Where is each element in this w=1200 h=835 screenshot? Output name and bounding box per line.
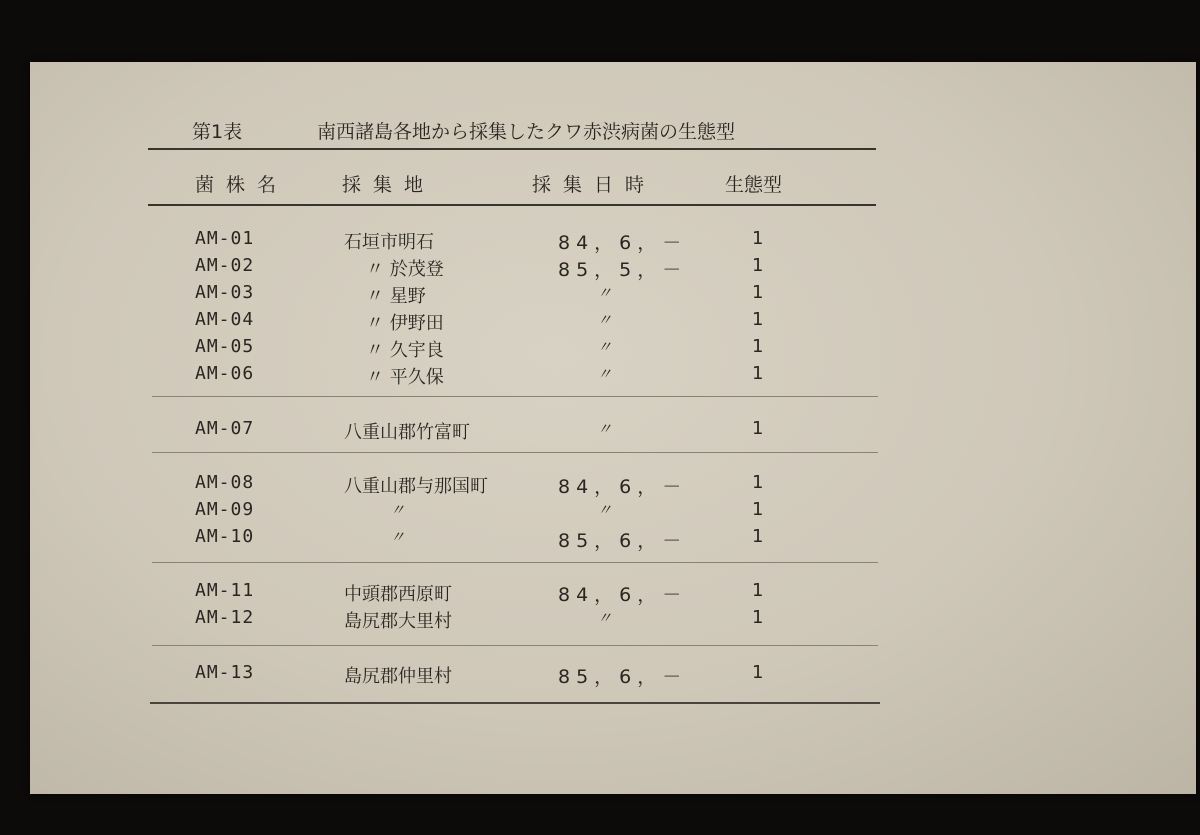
location-cell: 〃	[390, 501, 406, 519]
ecotype-cell: 1	[752, 228, 764, 249]
strain-cell: AM-08	[195, 472, 255, 493]
strain-cell: AM-05	[195, 336, 255, 357]
date-cell: 85，6，－	[558, 666, 688, 688]
ecotype-cell: 1	[752, 526, 764, 547]
location-cell: 〃 於茂登	[366, 259, 444, 280]
location-cell: 〃 平久保	[366, 367, 444, 388]
location-cell: 石垣市明石	[344, 232, 434, 253]
table-title: 南西諸島各地から採集したクワ赤渋病菌の生態型	[317, 121, 736, 143]
slide-card	[30, 62, 1196, 794]
table-caption	[192, 117, 735, 144]
location-cell: 八重山郡与那国町	[344, 476, 488, 497]
header-ecotype: 生態型	[725, 174, 783, 196]
strain-cell: AM-03	[195, 282, 255, 303]
header-strain: 菌株名	[195, 174, 289, 196]
location-cell: 中頭郡西原町	[344, 584, 452, 605]
strain-cell: AM-11	[195, 580, 255, 601]
ecotype-cell: 1	[752, 309, 764, 330]
date-cell: 〃	[597, 609, 619, 627]
date-cell: 〃	[597, 284, 619, 302]
date-cell: 85，5，－	[558, 259, 688, 281]
group-divider	[152, 452, 878, 453]
date-cell: 85，6，－	[558, 530, 688, 552]
location-cell: 島尻郡大里村	[344, 611, 452, 632]
location-cell: 〃 星野	[366, 286, 426, 307]
location-cell: 〃 伊野田	[366, 313, 444, 334]
ecotype-cell: 1	[752, 363, 764, 384]
ecotype-cell: 1	[752, 499, 764, 520]
header-location: 採集地	[342, 174, 436, 196]
ecotype-cell: 1	[752, 662, 764, 683]
location-cell: 〃	[390, 528, 406, 546]
group-divider	[152, 396, 878, 397]
ecotype-cell: 1	[752, 336, 764, 357]
date-cell: 〃	[597, 338, 619, 356]
location-cell: 島尻郡仲里村	[344, 666, 452, 687]
date-cell: 84，6，－	[558, 476, 688, 498]
bottom-rule	[150, 702, 880, 704]
date-cell: 〃	[597, 420, 619, 438]
location-cell: 八重山郡竹富町	[344, 422, 470, 443]
strain-cell: AM-06	[195, 363, 255, 384]
ecotype-cell: 1	[752, 607, 764, 628]
table-number: 第1表	[192, 121, 243, 143]
strain-cell: AM-13	[195, 662, 255, 683]
ecotype-cell: 1	[752, 255, 764, 276]
group-divider	[152, 562, 878, 563]
ecotype-cell: 1	[752, 282, 764, 303]
strain-cell: AM-09	[195, 499, 255, 520]
location-cell: 〃 久宇良	[366, 340, 444, 361]
strain-cell: AM-04	[195, 309, 255, 330]
strain-cell: AM-01	[195, 228, 255, 249]
date-cell: 〃	[597, 501, 619, 519]
date-cell: 84，6，－	[558, 232, 688, 254]
ecotype-cell: 1	[752, 580, 764, 601]
group-divider	[152, 645, 878, 646]
header-rule	[148, 204, 876, 206]
strain-cell: AM-10	[195, 526, 255, 547]
strain-cell: AM-02	[195, 255, 255, 276]
date-cell: 84，6，－	[558, 584, 688, 606]
strain-cell: AM-07	[195, 418, 255, 439]
strain-cell: AM-12	[195, 607, 255, 628]
date-cell: 〃	[597, 365, 619, 383]
header-date: 採集日時	[532, 174, 657, 196]
date-cell: 〃	[597, 311, 619, 329]
top-rule	[148, 148, 876, 150]
ecotype-cell: 1	[752, 418, 764, 439]
ecotype-cell: 1	[752, 472, 764, 493]
